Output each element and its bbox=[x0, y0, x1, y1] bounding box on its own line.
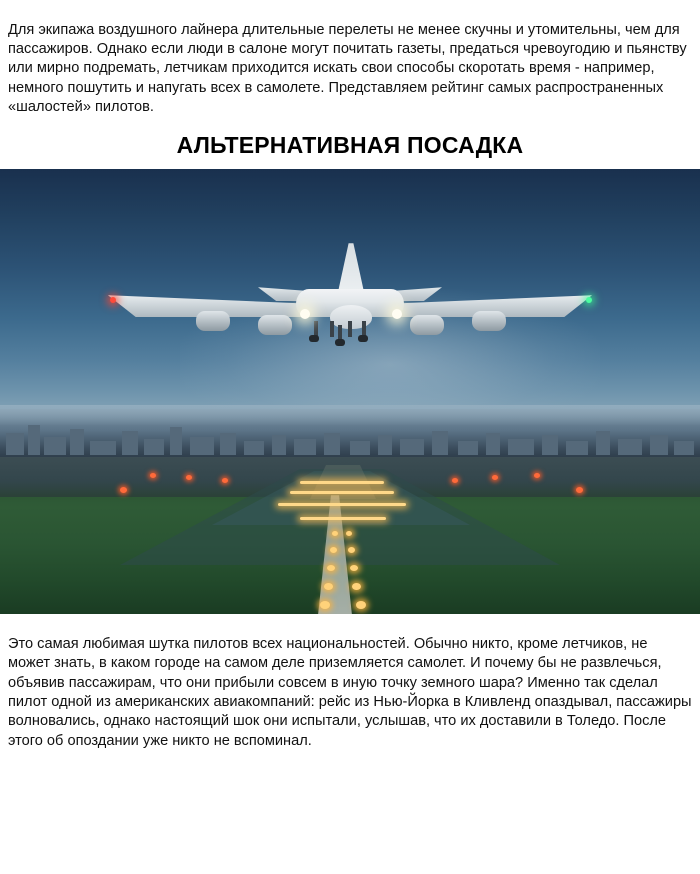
nose-wheel bbox=[335, 339, 345, 346]
engine-inner-left bbox=[258, 315, 292, 335]
article-page bbox=[0, 15, 700, 874]
body-gear-right bbox=[348, 321, 352, 337]
landing-light-left bbox=[300, 309, 310, 319]
main-wheel-left bbox=[309, 335, 319, 342]
engine-outer-right bbox=[472, 311, 506, 331]
nav-light-green bbox=[586, 297, 592, 303]
body-gear-left bbox=[330, 321, 334, 337]
photo-airplane-landing bbox=[0, 169, 700, 614]
intro-paragraph: Для экипажа воздушного лайнера длительные перелеты не менее скучны и утомительны, чем для пассажиров. Однако если люди в салоне могут почитать газеты, предаться чревоугодию и пьянству или мирно подремать, летчикам приходится искать свои способы скоротать время - например, немного пошутить и напугать всех в самолете. Представляем рейтинг самых распространенных «шалостей» пилотов. bbox=[8, 21, 687, 116]
photo-scene bbox=[0, 169, 700, 614]
engine-outer-left bbox=[196, 311, 230, 331]
body-paragraph: Это самая любимая шутка пилотов всех национальностей. Обычно никто, кроме летчиков, не может знать, в каком городе на самом деле приземляется самолет. И почему бы не развлечься, объявив пассажирам, что они прибыли совсем в иную точку земного шара? Именно так сделал пилот одной из американских авиакомпаний: рейс из Нью-Йорка в Кливленд опаздывал, пассажиры волновались, однако настоящий шок они испытали, услышав, что их доставили в Толедо. После этого об опоздании уже никто не вспоминал. bbox=[8, 635, 692, 749]
engine-inner-right bbox=[410, 315, 444, 335]
section-heading: АЛЬТЕРНАТИВНАЯ ПОСАДКА bbox=[176, 132, 524, 159]
airplane bbox=[0, 169, 700, 614]
main-wheel-right bbox=[358, 335, 368, 342]
nav-light-red bbox=[110, 297, 116, 303]
landing-light-right bbox=[392, 309, 402, 319]
